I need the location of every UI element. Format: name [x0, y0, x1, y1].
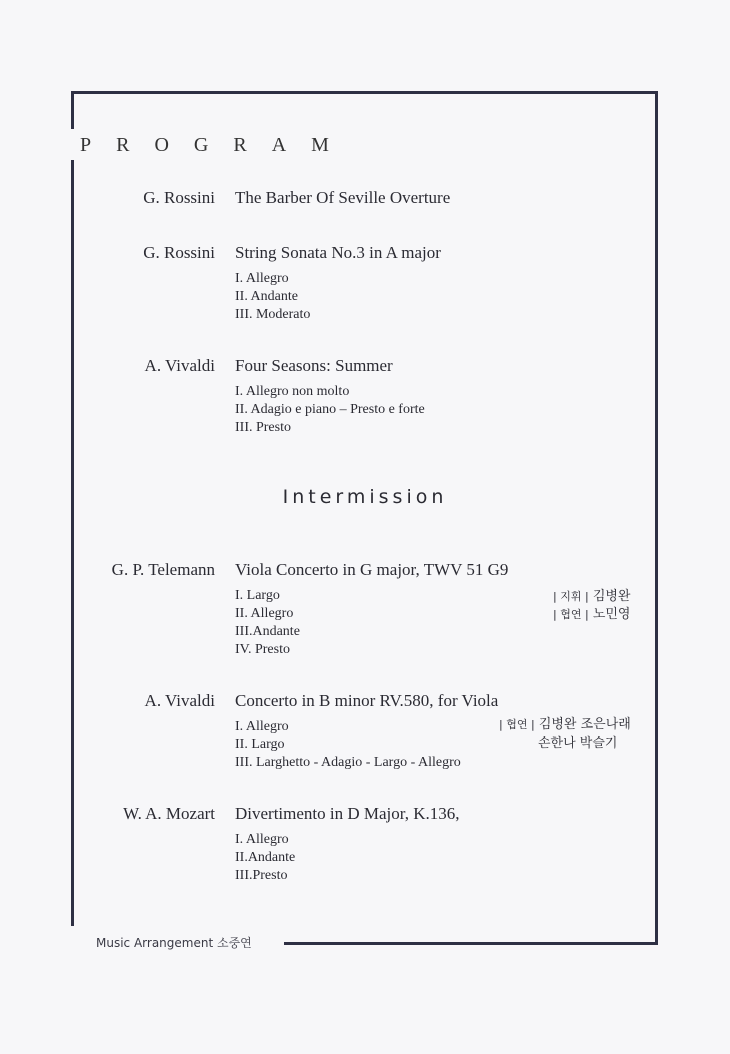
movement-list — [235, 718, 461, 772]
movement: II. Andante — [235, 289, 298, 304]
movement: II. Adagio e piano – Presto e forte — [235, 402, 425, 417]
movement: III. Larghetto - Adagio - Largo - Allegro — [235, 755, 461, 770]
composer: W. A. Mozart — [123, 804, 215, 823]
soloist-credit — [499, 713, 631, 732]
music-arrangement-credit: Music Arrangement 소중연 — [96, 936, 252, 950]
credit-role: | 지휘 | — [553, 590, 589, 603]
movement-list — [235, 383, 425, 437]
composer: A. Vivaldi — [144, 691, 215, 710]
intermission-heading: Intermission — [282, 486, 448, 508]
work-title: The Barber Of Seville Overture — [235, 188, 451, 207]
credit-name: 김병완 — [592, 589, 631, 604]
soloist-credit-continued — [538, 732, 617, 751]
frame-top-border — [71, 91, 658, 94]
movement: III.Presto — [235, 868, 288, 883]
credit-name: 손한나 박슬기 — [538, 736, 618, 751]
frame-left-border-upper — [71, 91, 74, 129]
work-title: Four Seasons: Summer — [235, 356, 393, 375]
movement-list — [235, 270, 310, 324]
credit-name: 김병완 조은나래 — [538, 717, 631, 732]
composer: G. Rossini — [143, 243, 215, 262]
work-title: Divertimento in D Major, K.136, — [235, 804, 460, 823]
movement: I. Largo — [235, 588, 280, 603]
work-title: String Sonata No.3 in A major — [235, 243, 441, 262]
soloist-credit — [553, 603, 631, 622]
composer: A. Vivaldi — [144, 356, 215, 375]
work-title: Viola Concerto in G major, TWV 51 G9 — [235, 560, 509, 579]
movement: III. Moderato — [235, 307, 311, 322]
movement: III. Presto — [235, 420, 291, 435]
movement: II. Allegro — [235, 606, 294, 621]
frame-bottom-border — [284, 942, 658, 945]
credit-role: | 협연 | — [553, 608, 589, 621]
program-title: PROGRAM — [80, 134, 354, 156]
movement-list — [235, 831, 295, 885]
movement-list — [235, 587, 300, 659]
frame-right-border — [655, 91, 658, 945]
movement: I. Allegro — [235, 271, 289, 286]
composer: G. Rossini — [143, 188, 215, 207]
conductor-credit — [553, 585, 631, 604]
work-title: Concerto in B minor RV.580, for Viola — [235, 691, 499, 710]
composer: G. P. Telemann — [111, 560, 215, 579]
movement: III.Andante — [235, 624, 300, 639]
frame-left-border-lower — [71, 160, 74, 926]
movement: II. Largo — [235, 737, 285, 752]
credit-name: 노민영 — [592, 607, 631, 622]
movement: I. Allegro non molto — [235, 384, 350, 399]
movement: I. Allegro — [235, 719, 289, 734]
credit-role: | 협연 | — [499, 718, 535, 731]
movement: IV. Presto — [235, 642, 290, 657]
movement: I. Allegro — [235, 832, 289, 847]
movement: II.Andante — [235, 850, 296, 865]
